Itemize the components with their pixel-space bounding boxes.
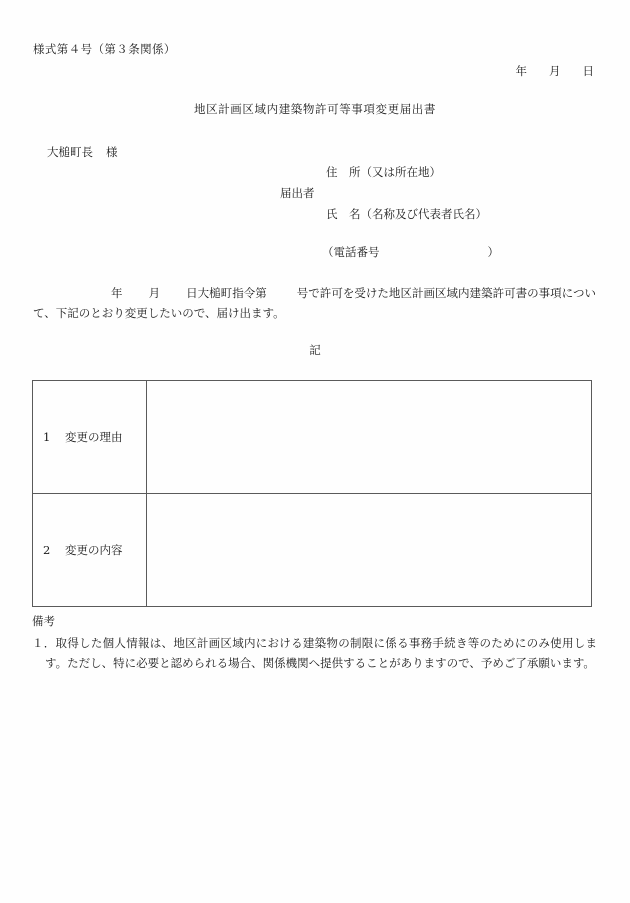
addressee [47,143,118,161]
table-row [33,381,592,494]
remarks-title: 備考 [32,614,55,628]
body-date-year: 年 [111,286,123,300]
row-label: 変更の理由 [65,429,123,444]
change-details-table [32,380,592,607]
table-row-value-reason[interactable] [147,381,592,494]
remarks-body [32,633,597,673]
phone-line [322,243,499,261]
table-row-label-reason [33,381,147,494]
date-year: 年 [515,64,527,78]
date-month: 月 [549,64,561,78]
body-date-day: 日大槌町指令第 [186,286,267,300]
applicant-address-row [280,163,610,184]
body-date-month: 月 [148,286,161,300]
applicant-block [280,163,610,226]
applicant-address-label: 住 所（又は所在地） [326,165,441,179]
body-permit-text: 号で許可を受けた地区計画区域内建築許可書の事項について、下記のとおり変更したいので、届け出ます。 [33,286,597,321]
table-row-value-content[interactable] [147,494,592,607]
addressee-recipient: 大槌町長 [47,145,93,159]
document-title: 地区計画区域内建築物許可等事項変更届出書 [194,102,436,116]
applicant-group-label: 届出者 [280,186,315,200]
applicant-name-label: 氏 名（名称及び代表者氏名） [326,207,487,221]
phone-close-paren: ） [487,245,499,259]
remarks-note-1: １．取得した個人情報は、地区計画区域内における建築物の制限に係る事務手続き等のためにのみ使用します。ただし、特に必要と認められる場合、関係機関へ提供することがありますので、予めご了承願います。 [32,636,597,671]
table-row [33,494,592,607]
applicant-group-row [280,184,610,205]
row-number: 1 [43,429,51,444]
date-line [516,62,595,80]
ki-mark: 記 [309,343,321,357]
form-number: 様式第４号（第３条関係） [33,42,176,56]
addressee-honorific: 様 [106,145,118,159]
phone-label: （電話番号 [322,245,380,259]
table-row-label-content [33,494,147,607]
body-paragraph [33,283,596,323]
date-day: 日 [582,64,594,78]
applicant-name-row [280,205,610,226]
row-number: 2 [43,542,51,557]
row-label: 変更の内容 [65,542,123,557]
